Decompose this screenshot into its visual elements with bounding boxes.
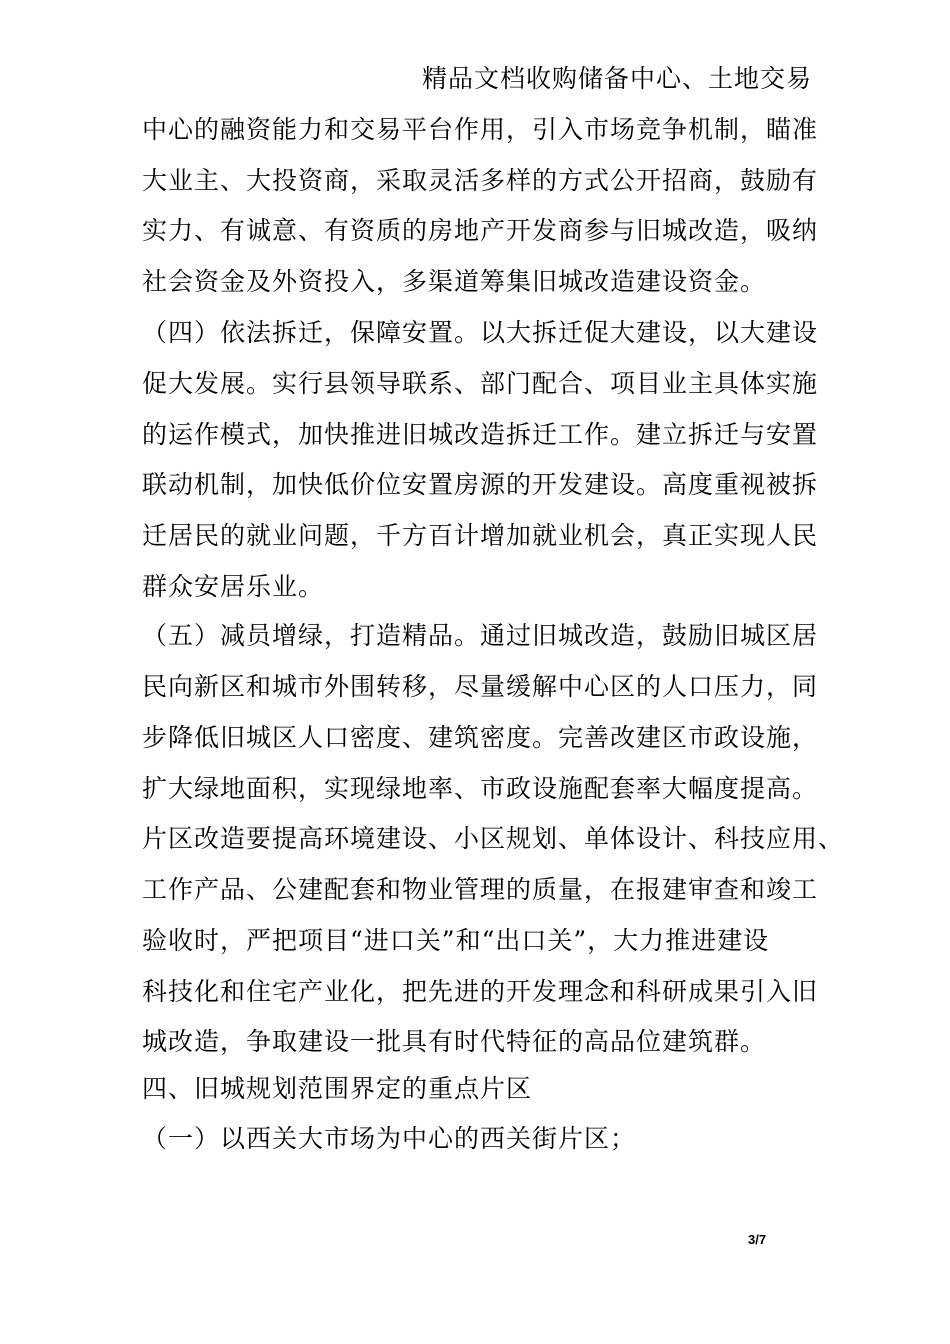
text-line: 中心的融资能力和交易平台作用，引入市场竞争机制，瞄准 bbox=[142, 115, 819, 144]
text-line: 扩大绿地面积，实现绿地率、市政设施配套率大幅度提高。 bbox=[142, 774, 819, 803]
text-line: 民向新区和城市外围转移，尽量缓解中心区的人口压力，同 bbox=[142, 672, 819, 701]
text-line: 的运作模式，加快推进旧城改造拆迁工作。建立拆迁与安置 bbox=[142, 420, 819, 449]
text-line: 社会资金及外资投入，多渠道筹集旧城改造建设资金。 bbox=[142, 267, 767, 296]
text-line: 促大发展。实行县领导联系、部门配合、项目业主具体实施 bbox=[142, 369, 819, 398]
text-line: 精品文档收购储备中心、土地交易 bbox=[422, 64, 813, 93]
text-line: 大业主、大投资商，采取灵活多样的方式公开招商，鼓励有 bbox=[142, 166, 819, 195]
section-heading-4: （四）依法拆迁，保障安置。以大拆迁促大建设，以大建设 bbox=[142, 318, 819, 347]
text-line: 科技化和住宅产业化，把先进的开发理念和科研成果引入旧 bbox=[142, 977, 819, 1006]
text-line: 城改造，争取建设一批具有时代特征的高品位建筑群。 bbox=[142, 1027, 767, 1056]
text-line: 验收时，严把项目“进口关”和“出口关”，大力推进建设 bbox=[142, 926, 770, 955]
text-line: 步降低旧城区人口密度、建筑密度。完善改建区市政设施， bbox=[142, 723, 819, 752]
text-line: 迁居民的就业问题，千方百计增加就业机会，真正实现人民 bbox=[142, 521, 819, 550]
subsection-heading: （一）以西关大市场为中心的西关街片区； bbox=[142, 1124, 637, 1153]
text-line: 联动机制，加快低价位安置房源的开发建设。高度重视被拆 bbox=[142, 470, 819, 499]
text-line: 群众安居乐业。 bbox=[142, 572, 325, 601]
text-line: 片区改造要提高环境建设、小区规划、单体设计、科技应用、 bbox=[142, 824, 845, 853]
text-line: 工作产品、公建配套和物业管理的质量，在报建审查和竣工 bbox=[142, 875, 819, 904]
page-number: 3/7 bbox=[748, 1232, 767, 1247]
chapter-heading: 四、旧城规划范围界定的重点片区 bbox=[142, 1074, 533, 1103]
section-heading-5: （五）减员增绿，打造精品。通过旧城改造，鼓励旧城区居 bbox=[142, 621, 819, 650]
text-line: 实力、有诚意、有资质的房地产开发商参与旧城改造，吸纳 bbox=[142, 216, 819, 245]
